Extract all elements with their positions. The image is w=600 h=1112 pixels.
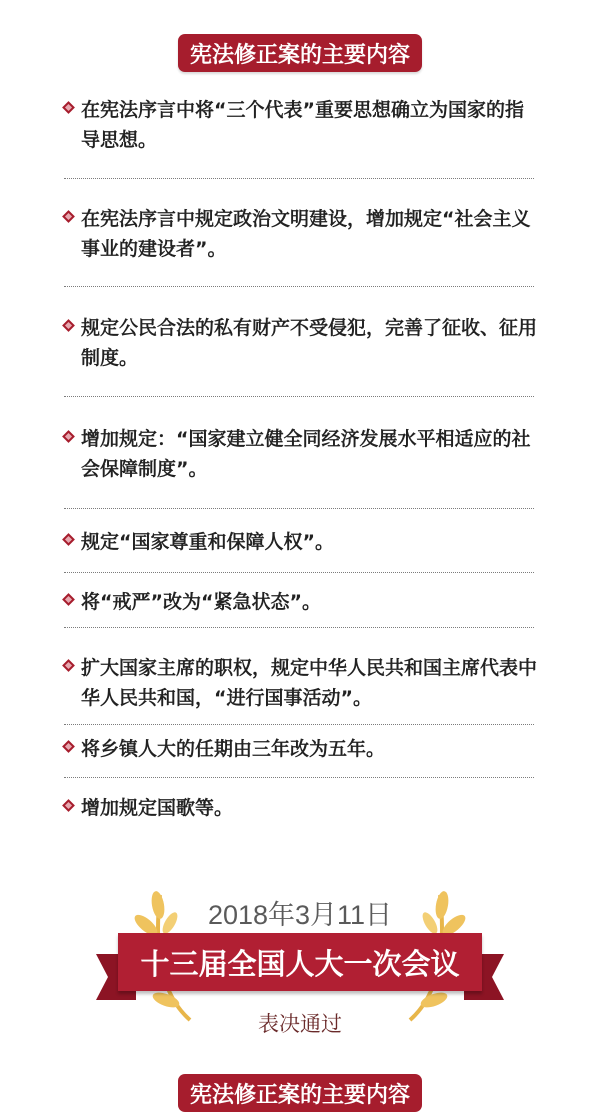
list-item bbox=[64, 527, 544, 557]
diamond-bullet-icon bbox=[62, 319, 75, 332]
dotted-divider bbox=[64, 286, 534, 287]
section-title-badge: 宪法修正案的主要内容 bbox=[178, 34, 422, 72]
list-item bbox=[64, 204, 544, 264]
meeting-banner: 十三届全国人大一次会议 bbox=[118, 933, 482, 991]
list-item bbox=[64, 95, 544, 155]
diamond-bullet-icon bbox=[62, 101, 75, 114]
diamond-bullet-icon bbox=[62, 210, 75, 223]
list-item-text: 在宪法序言中规定政治文明建设，增加规定“社会主义事业的建设者”。 bbox=[81, 208, 531, 260]
dotted-divider bbox=[64, 777, 534, 778]
diamond-bullet-icon bbox=[62, 533, 75, 546]
list-item-text: 增加规定：“国家建立健全同经济发展水平相适应的社会保障制度”。 bbox=[81, 428, 531, 480]
dotted-divider bbox=[64, 572, 534, 573]
dotted-divider bbox=[64, 178, 534, 179]
list-item-text: 规定公民合法的私有财产不受侵犯，完善了征收、征用制度。 bbox=[81, 317, 538, 369]
list-item bbox=[64, 734, 544, 764]
diamond-bullet-icon bbox=[62, 659, 75, 672]
list-item bbox=[64, 653, 544, 713]
diamond-bullet-icon bbox=[62, 799, 75, 812]
event-date: 2018年3月11日 bbox=[207, 900, 393, 930]
vote-status: 表决通过 bbox=[258, 1012, 342, 1036]
list-item bbox=[64, 587, 544, 617]
dotted-divider bbox=[64, 627, 534, 628]
list-item-text: 将乡镇人大的任期由三年改为五年。 bbox=[81, 738, 386, 760]
diamond-bullet-icon bbox=[62, 430, 75, 443]
list-item-text: 将“戒严”改为“紧急状态”。 bbox=[81, 591, 321, 613]
list-item bbox=[64, 793, 544, 823]
dotted-divider bbox=[64, 508, 534, 509]
diamond-bullet-icon bbox=[62, 593, 75, 606]
list-item bbox=[64, 424, 544, 484]
diamond-bullet-icon bbox=[62, 740, 75, 753]
dotted-divider bbox=[64, 396, 534, 397]
list-item-text: 增加规定国歌等。 bbox=[81, 797, 234, 819]
list-item-text: 在宪法序言中将“三个代表”重要思想确立为国家的指导思想。 bbox=[81, 99, 524, 151]
list-item-text: 规定“国家尊重和保障人权”。 bbox=[81, 531, 334, 553]
section-title-badge-bottom: 宪法修正案的主要内容 bbox=[178, 1074, 422, 1112]
dotted-divider bbox=[64, 724, 534, 725]
list-item bbox=[64, 313, 544, 373]
list-item-text: 扩大国家主席的职权，规定中华人民共和国主席代表中华人民共和国，“进行国事活动”。 bbox=[81, 657, 538, 709]
